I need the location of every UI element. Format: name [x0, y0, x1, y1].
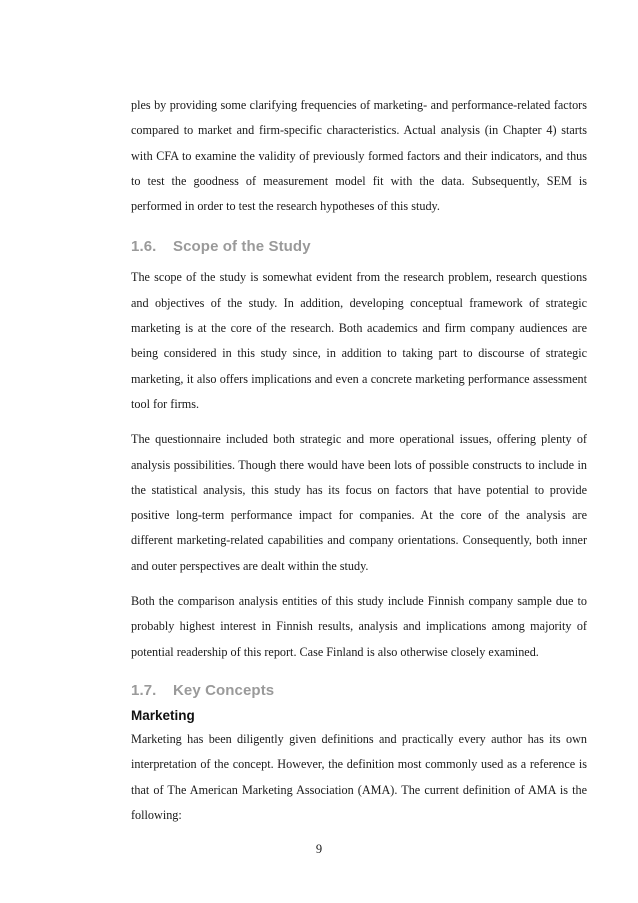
- page-number: 9: [315, 842, 323, 856]
- subheading-marketing: Marketing: [131, 707, 195, 723]
- section-heading-key-concepts: [131, 681, 587, 701]
- paragraph-marketing-definition: Marketing has been diligently given definitions and practically every author has its own interpretation of the concept. However, the definition most commonly used as a reference is that of The American Marketing Association (AMA). The current definition of AMA is the following:: [131, 731, 587, 822]
- section-number: 1.7.: [131, 681, 157, 699]
- section-title: Key Concepts: [173, 681, 275, 699]
- paragraph-methodology-continuation: ples by providing some clarifying frequencies of marketing- and performance-related factors compared to market and firm-specific characteristics. Actual analysis (in Chapter 4) starts with CFA to examine the validity of previously formed factors and their indicators, and thus to test the goodness of measurement model fit with the data. Subsequently, SEM is performed in order to test the research hypotheses of this study.: [131, 98, 587, 214]
- section-title: Scope of the Study: [173, 238, 311, 256]
- paragraph-scope: The scope of the study is somewhat evident from the research problem, research questions and objectives of the study. In addition, developing conceptual framework of strategic marketing is at the core of the research. Both academics and firm company audiences are being considered in this study since, in addition to taking part to discourse of strategic marketing, it also offers implications and even a concrete marketing performance assessment tool for firms.: [131, 270, 587, 411]
- paragraph-questionnaire: The questionnaire included both strategic and more operational issues, offering plenty of analysis possibilities. Though there would have been lots of possible constructs to include in the statistical analysis, this study has its focus on factors that have potential to provide positive long-term performance impact for companies. At the core of the analysis are different marketing-related capabilities and company orientations. Consequently, both inner and outer perspectives are dealt within the study.: [131, 432, 587, 573]
- paragraph-comparison: Both the comparison analysis entities of this study include Finnish company sample due to probably highest interest in Finnish results, analysis and implications among majority of potential readership of this report. Case Finland is also otherwise closely examined.: [131, 594, 587, 659]
- section-heading-scope: [131, 237, 587, 257]
- section-number: 1.6.: [131, 238, 157, 256]
- page-content: [131, 93, 587, 828]
